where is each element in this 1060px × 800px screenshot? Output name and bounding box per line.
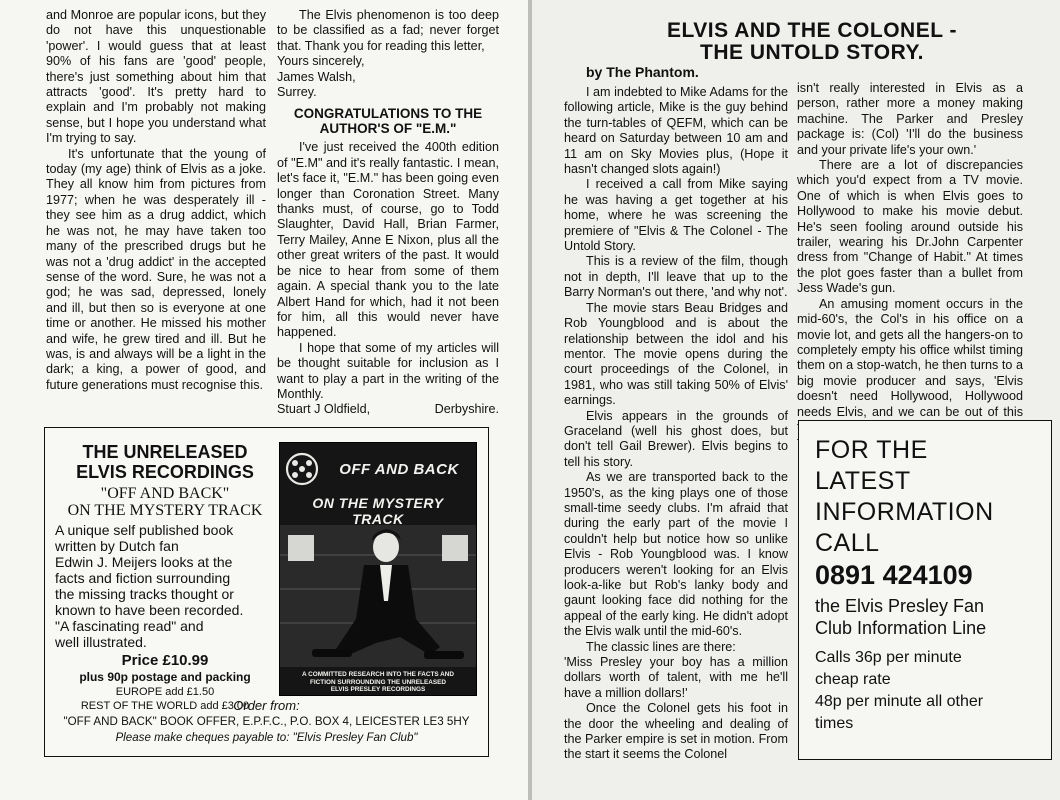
ad-description-line: written by Dutch fan (55, 538, 179, 554)
ad-description-line: the missing tracks thought or (55, 586, 234, 602)
ad-order-address: "OFF AND BACK" BOOK OFFER, E.P.F.C., P.O. BOX 4, LEICESTER LE3 5HY (63, 715, 470, 728)
letter-location: Surrey. (277, 85, 317, 100)
article-column-2 (797, 81, 1023, 451)
info-line4: CALL (815, 529, 880, 557)
letter-paragraph: The Elvis phenomenon is too deep to be classified as a fad; never forget that. Thank you for reading this letter, (277, 8, 499, 53)
article-paragraph: There are a lot of discrepancies which you'd expect from a TV movie. One of which is when Elvis goes to Hollywood to make his movie debut. He's seen fooling around outside his trailer, wearing his Dr.John Carpenter dress from "Change of Habit." At times the plot goes faster than a bullet from Jess Wade's gun. (797, 158, 1023, 296)
ad-world-postage: REST OF THE WORLD add £3.00 (80, 700, 250, 712)
book-cover-artwork (280, 443, 476, 695)
ad-quote-line: "A fascinating read" and (55, 618, 204, 634)
book-advertisement (44, 427, 489, 757)
letter-headline: CONGRATULATIONS TO THE AUTHOR'S OF "E.M." (293, 106, 483, 137)
info-line1: FOR THE (815, 436, 928, 464)
letter-signature (277, 402, 499, 417)
article-title (602, 20, 1022, 64)
ad-order-from: Order from: (233, 698, 300, 713)
article-paragraph: It's unfortunate that the young of today (my age) think of Elvis as a joke. They all know him from pictures from 1977; when he was desperately ill - they see him as a drug addict, which he was not, he may have taken too many of the prescribed drugs but he was not a 'drug addict' in the accepted sense of the word. Sure, he was not a god; he was sad, depressed, lonely and ill, but then so is everyone at one time or another. He missed his mother and wife, he grew tired and ill. But he was, is and always will be a light in the dark; a king, a power of good, and future generations must recognise this. (46, 146, 266, 392)
info-line2: LATEST (815, 467, 911, 495)
article-paragraph: Once the Colonel gets his foot in the door the wheeling and dealing of the Parker empire is set in motion. From the start it seems the Colonel (564, 701, 788, 762)
article-paragraph: The movie stars Beau Bridges and Rob Youngblood and is about the relationship between the idol and his mentor. The movie opens during the court proceedings of the Colonel, in 1981, who was still taking 50% of Elvis' earnings. (564, 300, 788, 408)
article-paragraph: Elvis appears in the grounds of Graceland (well his ghost does, but don't tell Gail Brewer). Elvis begins to tell his story. (564, 408, 788, 469)
info-phone-number: 0891 424109 (815, 560, 973, 590)
info-line-advert (798, 420, 1052, 760)
right-page (532, 0, 1060, 800)
article-paragraph: An amusing moment occurs in the mid-60's, the Col's in his office on a movie lot, and gets all the hangers-on to completely empty his office whilst timing them on a stop-watch, he then turns to a big movie producer and says, 'Elvis doesn't need Hollywood, Hollywood needs Elvis, and we can be out of this (797, 296, 1023, 419)
letter-column-2 (277, 8, 499, 418)
letter-author: James Walsh, (277, 69, 356, 84)
info-line7: Calls 36p per minute (815, 649, 962, 666)
ad-description-line: A unique self published book (55, 522, 234, 538)
article-column-1 (564, 85, 788, 763)
ad-description-line: Edwin J. Meijers looks at the (55, 554, 233, 570)
book-cover-caption-line: ELVIS PRESLEY RECORDINGS (330, 686, 426, 694)
ad-title-line1: THE UNRELEASED (82, 442, 248, 462)
ad-subtitle-line2: ON THE MYSTERY TRACK (67, 502, 263, 519)
signature-place: Derbyshire. (434, 402, 499, 417)
info-line6: Club Information Line (815, 618, 987, 638)
ad-description (55, 522, 275, 650)
book-cover-caption (284, 671, 472, 694)
ad-order-block (45, 698, 488, 746)
letter-column-1 (46, 8, 266, 393)
article-title-line1: ELVIS AND THE COLONEL - (667, 19, 957, 42)
letter-paragraph: I hope that some of my articles will be thought suitable for inclusion as I want to play a part in the writing of the Monthly. (277, 340, 499, 401)
ad-subtitle-line1: "OFF AND BACK" (100, 485, 230, 502)
article-paragraph: I am indebted to Mike Adams for the following article, Mike is the guy behind the turn-tables of QEFM, which can be heard on Saturday between 10 am and 11 am on Sky Movies plus, (Hope it hasn't changed slots again!) (564, 85, 788, 177)
ad-quote-line: well illustrated. (55, 634, 147, 650)
book-cover-title-line2: ON THE MYSTERY TRACK (312, 495, 444, 527)
info-line8: cheap rate (815, 671, 891, 688)
article-paragraph: As we are transported back to the 1950's, as the king plays one of those small-time seedy clubs. I'm afraid that during the early part of the movie I couldn't help but notice how so unlike Elvis - Rob Youngblood was. I know producers weren't looking for an Elvis look-a-like but Rob's lanky body and gaunt looking face did nothing for the appeal of the early king. He didn't adopt the Elvis walk until the mid-60's. (564, 470, 788, 639)
info-line10: times (815, 715, 854, 732)
ad-description-line: facts and fiction surrounding (55, 570, 231, 586)
book-cover-caption-line: FICTION SURROUNDING THE UNRELEASED (310, 678, 446, 686)
ad-title-line2: ELVIS RECORDINGS (76, 462, 254, 482)
letter-closing: Yours sincerely, (277, 54, 365, 69)
article-byline: by The Phantom. (586, 64, 699, 80)
article-paragraph: I received a call from Mike saying he was having a get together at his home, where he was screening the premiere of "Elvis & The Colonel - The Untold Story. (564, 177, 788, 254)
left-page (0, 0, 528, 800)
book-cover-caption-line: A COMMITTED RESEARCH INTO THE FACTS AND (301, 671, 455, 678)
ad-cheques-note: Please make cheques payable to: "Elvis Presley Fan Club" (115, 731, 418, 744)
info-line5: the Elvis Presley Fan (815, 596, 985, 616)
ad-postage: plus 90p postage and packing (79, 670, 251, 684)
ad-price: Price £10.99 (121, 652, 209, 669)
article-title-line2: THE UNTOLD STORY. (700, 41, 924, 64)
ad-text-block (55, 442, 275, 713)
book-cover-title-line1: OFF AND BACK (339, 461, 459, 478)
info-line3: INFORMATION (815, 498, 994, 526)
article-paragraph: The classic lines are there: (586, 639, 736, 654)
signature-name: Stuart J Oldfield, (277, 402, 371, 417)
book-cover-image (279, 442, 477, 696)
letter-paragraph: I've just received the 400th edition of "E.M" and it's really fantastic. I mean, let's face it, "E.M." has been going even longer than Coronation Street. Many thanks must, of course, go to Todd Slaughter, David Hall, Brian Farmer, Terry Mailey, Anne E Nixon, plus all the other great writers of the past. It would be nice to hear from some of them again. A special thank you to the late Albert Hand for which, had it not been for him, all this would never have happened. (277, 140, 499, 340)
article-paragraph: This is a review of the film, though not in depth, I'll leave that up to the Barry Norman's out there, 'and why not'. (564, 254, 788, 300)
article-paragraph: isn't really interested in Elvis as a person, rather more a money making machine. The Parker and Presley package is: (Col) 'I'll do the business and your private life's your own.' (797, 81, 1023, 157)
article-paragraph: and Monroe are popular icons, but they do not have this unquestionable 'power'. I would guess that at least 90% of his fans are 'good' people, there's just something about him that attracts 'good'. It's pretty hard to explain and I'm probably not making sense, but I hope you understand what I'm trying to say. (46, 8, 266, 146)
info-line9: 48p per minute all other (815, 693, 984, 710)
article-paragraph: 'Miss Presley your boy has a million dollars worth of talent, with me he'll have a million dollars!' (564, 655, 788, 700)
ad-description-line: known to have been recorded. (55, 602, 244, 618)
ad-europe-postage: EUROPE add £1.50 (115, 686, 215, 698)
